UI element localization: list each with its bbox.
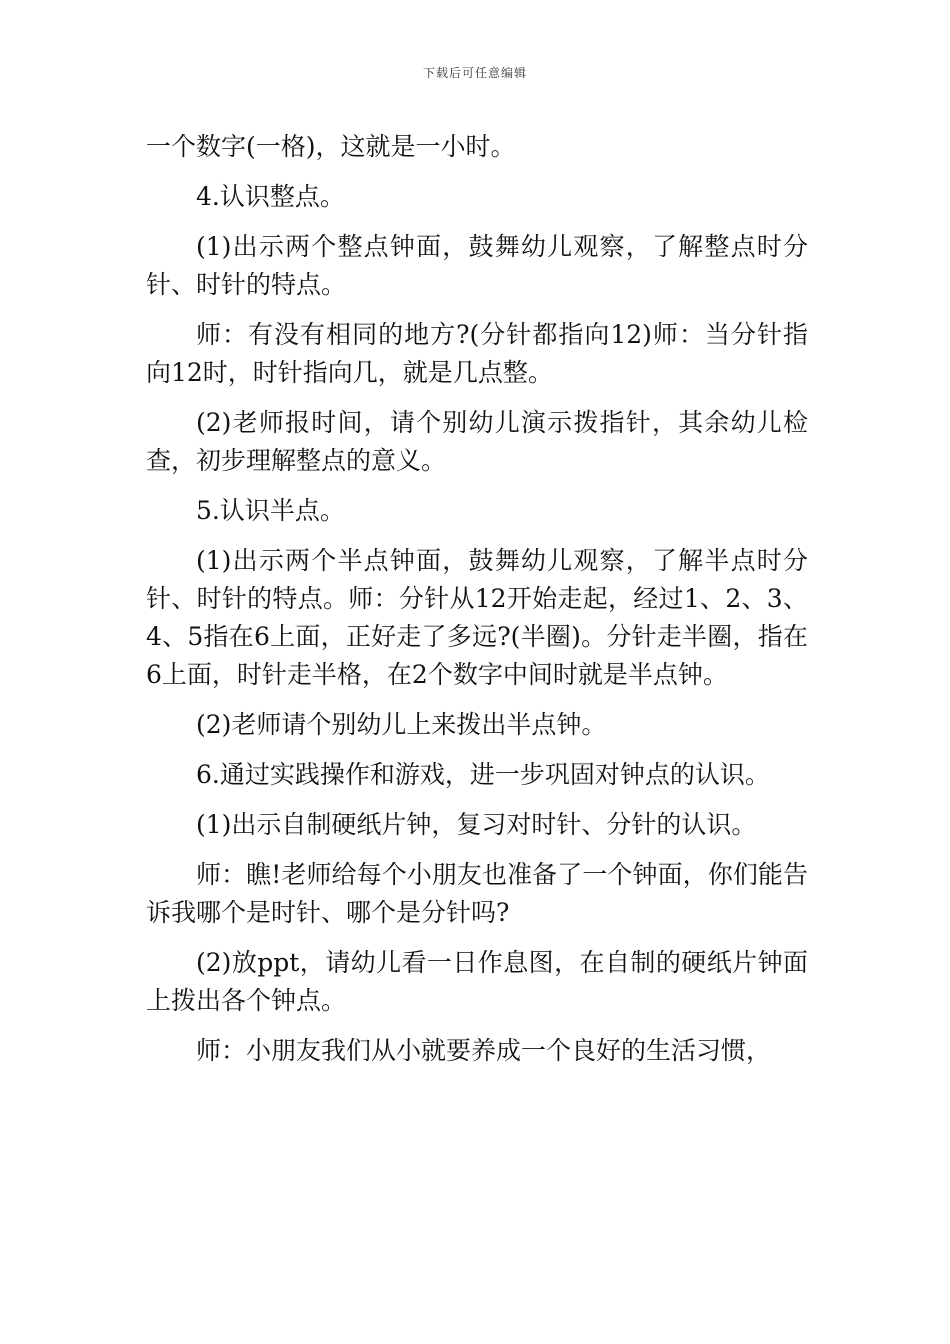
paragraph-13: 师：小朋友我们从小就要养成一个良好的生活习惯， [196, 1036, 772, 1065]
paragraph-10: (1)出示自制硬纸片钟，复习对时针、分针的认识。 [196, 810, 757, 839]
document-body [146, 128, 808, 1082]
paragraph-3: (1)出示两个整点钟面，鼓舞幼儿观察，了解整点时分针、时针的特点。 [146, 232, 808, 299]
page-header: 下载后可任意编辑 [422, 66, 527, 80]
paragraph-8: (2)老师请个别幼儿上来拨出半点钟。 [196, 710, 607, 739]
paragraph-7: (1)出示两个半点钟面，鼓舞幼儿观察，了解半点时分针、时针的特点。师：分针从12开始走起，经过1、2、3、4、5指在6上面，正好走了多远?(半圈)。分针走半圈，指在6上面，时针走半格，在2个数字中间时就是半点钟。 [146, 546, 808, 689]
paragraph-6: 5.认识半点。 [196, 496, 345, 525]
paragraph-11: 师：瞧!老师给每个小朋友也准备了一个钟面，你们能告诉我哪个是时针、哪个是分针吗? [146, 860, 808, 927]
paragraph-4: 师：有没有相同的地方?(分针都指向12)师：当分针指向12时，时针指向几，就是几点整。 [146, 320, 808, 387]
paragraph-12: (2)放ppt，请幼儿看一日作息图，在自制的硬纸片钟面上拨出各个钟点。 [146, 948, 808, 1015]
paragraph-9: 6.通过实践操作和游戏，进一步巩固对钟点的认识。 [196, 760, 770, 789]
paragraph-5: (2)老师报时间，请个别幼儿演示拨指针，其余幼儿检查，初步理解整点的意义。 [146, 408, 808, 475]
paragraph-2: 4.认识整点。 [196, 182, 345, 211]
paragraph-1: 一个数字(一格)，这就是一小时。 [146, 132, 516, 161]
